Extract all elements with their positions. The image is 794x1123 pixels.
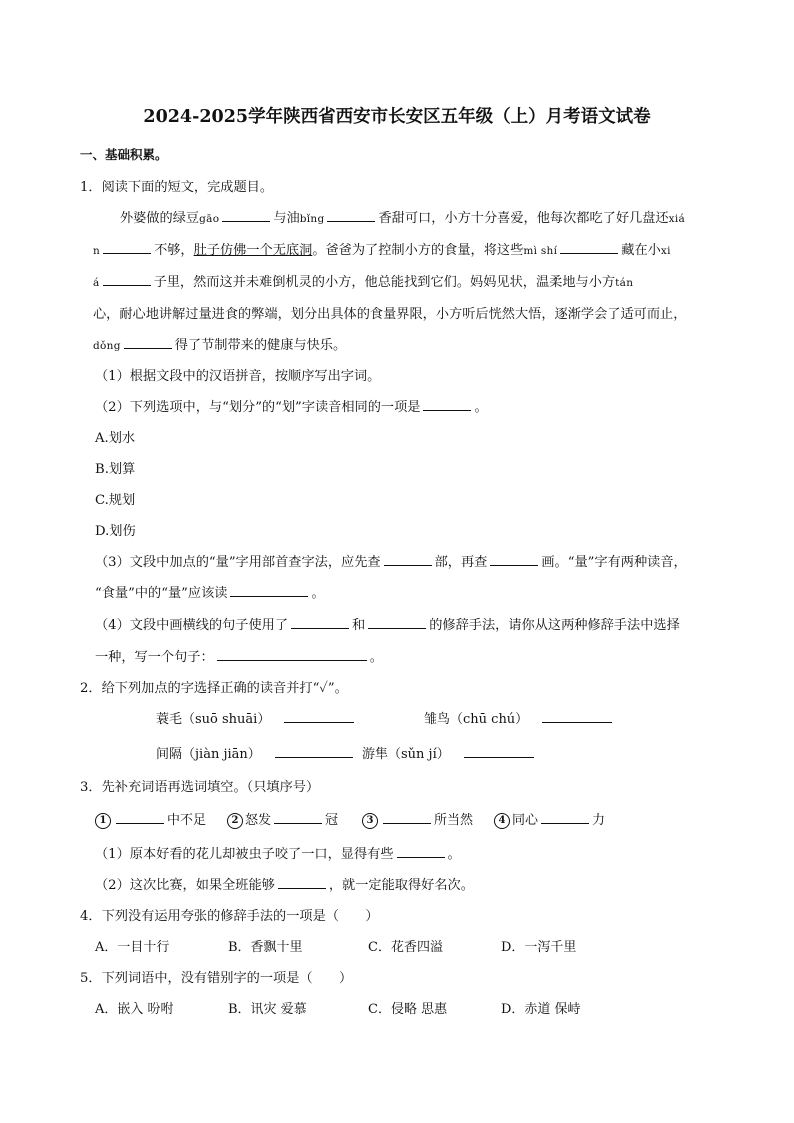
answer-blank[interactable] bbox=[384, 553, 432, 566]
section-heading: 一、基础积累。 bbox=[80, 147, 168, 162]
question-4-stem: 4．下列没有运用夸张的修辞手法的一项是（ ） bbox=[80, 909, 379, 924]
passage-line-1: 外婆做的绿豆gāo 与油bǐng 香甜可口，小方十分喜爱，他每次都吃了好几盘还xiá bbox=[120, 211, 686, 226]
pronunciation-item-2: 雏鸟（chū chú） bbox=[424, 708, 615, 727]
answer-blank[interactable] bbox=[541, 811, 589, 824]
idiom-item-1: 1 中不足 bbox=[95, 809, 206, 829]
number-1-icon: 1 bbox=[95, 813, 111, 829]
option-d[interactable]: D．一泻千里 bbox=[501, 940, 577, 955]
question-3-stem: 3．先补充词语再选词填空。（只填序号） bbox=[80, 780, 320, 795]
answer-blank[interactable] bbox=[368, 616, 426, 629]
page-title: 2024-2025学年陕西省西安市长安区五年级（上）月考语文试卷 bbox=[143, 107, 651, 127]
passage-line-3: á 子里，然而这并未难倒机灵的小方，他总能找到它们。妈妈见状，温柔地与小方tán bbox=[93, 275, 634, 290]
answer-blank[interactable] bbox=[490, 553, 538, 566]
pronunciation-item-1: 蓑毛（suō shuāi） bbox=[156, 708, 357, 727]
idiom-item-4: 4 同心 力 bbox=[494, 809, 605, 829]
answer-blank[interactable] bbox=[275, 745, 353, 758]
answer-blank[interactable] bbox=[116, 811, 164, 824]
question-1-sub-2: （2）下列选项中，与“划分”的“划”字读音相同的一项是 。 bbox=[95, 400, 488, 415]
passage-line-5: dǒng 得了节制带来的健康与快乐。 bbox=[93, 338, 347, 353]
question-3-sub-2: （2）这次比赛，如果全班能够 ，就一定能取得好名次。 bbox=[95, 878, 474, 893]
answer-blank[interactable] bbox=[222, 209, 270, 222]
answer-blank[interactable] bbox=[284, 710, 354, 723]
question-1-sub-4: （4）文段中画横线的句子使用了 和 的修辞手法，请你从这两种修辞手法中选择 bbox=[95, 618, 680, 633]
answer-blank[interactable] bbox=[291, 616, 349, 629]
number-3-icon: 3 bbox=[362, 813, 378, 829]
option-a[interactable]: A．一目十行 bbox=[95, 940, 170, 955]
option-d[interactable]: D.划伤 bbox=[95, 524, 136, 539]
question-1-sub-3: （3）文段中加点的“量”字用部首查字法，应先查 部，再查 画。“量”字有两种读音， bbox=[95, 555, 687, 570]
number-4-icon: 4 bbox=[494, 813, 510, 829]
answer-blank[interactable] bbox=[230, 584, 308, 597]
option-b[interactable]: B.划算 bbox=[95, 462, 136, 477]
option-c[interactable]: C.规划 bbox=[95, 493, 136, 508]
question-5-stem: 5．下列词语中，没有错别字的一项是（ ） bbox=[80, 971, 353, 986]
answer-blank[interactable] bbox=[124, 336, 172, 349]
question-1-sub-3-cont: “食量”中的“量”应该读 。 bbox=[95, 586, 325, 601]
answer-blank[interactable] bbox=[423, 398, 471, 411]
passage-line-4: 心，耐心地讲解过量进食的弊端，划分出具体的食量界限，小方听后恍然大悟，逐渐学会了适可而止， bbox=[93, 307, 687, 322]
idiom-item-2: 2 怒发 冠 bbox=[227, 809, 338, 829]
answer-blank[interactable] bbox=[217, 648, 367, 661]
answer-blank[interactable] bbox=[397, 845, 445, 858]
idiom-item-3: 3 所当然 bbox=[362, 809, 473, 829]
answer-blank[interactable] bbox=[383, 811, 431, 824]
number-2-icon: 2 bbox=[227, 813, 243, 829]
answer-blank[interactable] bbox=[274, 811, 322, 824]
answer-blank[interactable] bbox=[103, 273, 151, 286]
option-a[interactable]: A.划水 bbox=[95, 431, 136, 446]
question-1-sub-1: （1）根据文段中的汉语拼音，按顺序写出字词。 bbox=[95, 369, 381, 384]
option-a[interactable]: A．嵌入 吩咐 bbox=[95, 1002, 174, 1017]
answer-blank[interactable] bbox=[327, 209, 375, 222]
option-c[interactable]: C．花香四溢 bbox=[368, 940, 443, 955]
option-b[interactable]: B．讯灾 爱慕 bbox=[228, 1002, 307, 1017]
question-2-stem: 2．给下列加点的字选择正确的读音并打“✓”。 bbox=[80, 681, 348, 696]
answer-blank[interactable] bbox=[464, 745, 534, 758]
answer-blank[interactable] bbox=[560, 241, 618, 254]
question-1-stem: 1．阅读下面的短文，完成题目。 bbox=[80, 180, 274, 195]
answer-blank[interactable] bbox=[278, 876, 326, 889]
question-1-sub-4-cont: 一种，写一个句子： 。 bbox=[95, 650, 383, 665]
option-d[interactable]: D．赤道 保峙 bbox=[501, 1002, 581, 1017]
underlined-sentence: 肚子仿佛一个无底洞 bbox=[193, 243, 313, 258]
pronunciation-item-4: 游隼（sǔn jí） bbox=[362, 743, 537, 762]
option-c[interactable]: C．侵略 思惠 bbox=[368, 1002, 448, 1017]
answer-blank[interactable] bbox=[103, 241, 151, 254]
passage-line-2: n 不够，肚子仿佛一个无底洞。爸爸为了控制小方的食量，将这些mì shí 藏在小xi bbox=[93, 243, 671, 258]
answer-blank[interactable] bbox=[542, 710, 612, 723]
pronunciation-item-3: 间隔（jiàn jiān） bbox=[156, 743, 356, 762]
option-b[interactable]: B．香飘十里 bbox=[228, 940, 303, 955]
question-3-sub-1: （1）原本好看的花儿却被虫子咬了一口，显得有些 。 bbox=[95, 847, 461, 862]
